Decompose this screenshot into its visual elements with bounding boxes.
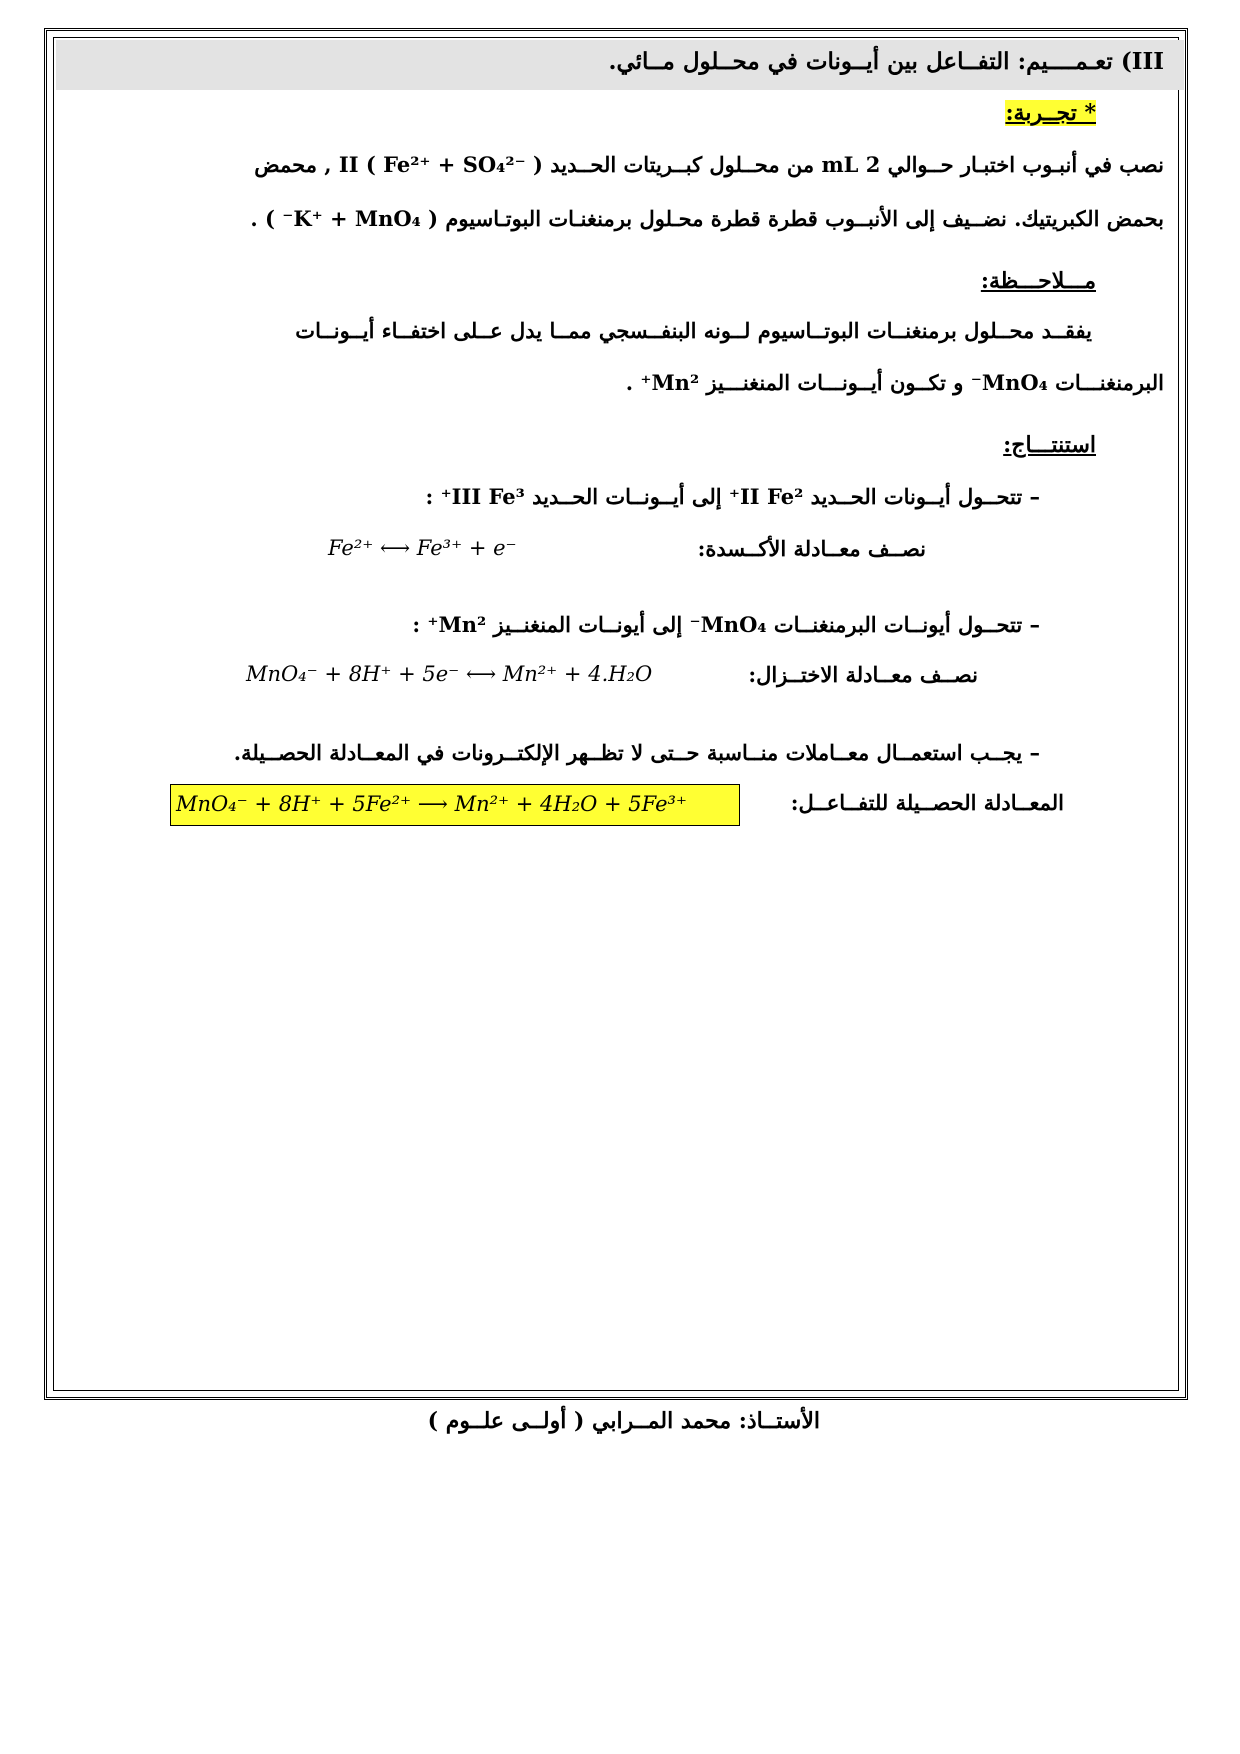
conclusion-item-1: – تتحــول أيــونات الحــديد II Fe²⁺ إلى أيــونــات الحــديد III Fe³⁺ : xyxy=(425,484,1040,509)
observation-line-1: يفقــد محــلول برمنغنــات البوتــاسيوم لــونه البنفــسجي ممــا يدل عــلى اختفــاء أيــونــات xyxy=(295,318,1092,343)
experiment-heading xyxy=(1005,100,1096,126)
oxidation-label: نصــف معــادلة الأكــسدة: xyxy=(697,536,926,561)
conclusion-heading: استنتـــاج: xyxy=(1003,432,1096,458)
conclusion-item-2: – تتحــول أيونــات البرمنغنــات MnO₄⁻ إلى أيونــات المنغنــيز Mn²⁺ : xyxy=(412,612,1040,637)
observation-heading: مـــلاحـــظة: xyxy=(980,268,1096,294)
experiment-heading-text: * تجــربة: xyxy=(1005,100,1096,126)
reduction-label: نصــف معــادلة الاختــزال: xyxy=(748,662,978,687)
oxidation-equation: Fe²⁺ ⟷ Fe³⁺ + e⁻ xyxy=(328,536,517,560)
page-frame-inner xyxy=(53,37,1179,1391)
section-label: تعـمــــيم: xyxy=(1017,48,1113,75)
section-number: III) xyxy=(1120,48,1164,75)
overall-label: المعــادلة الحصــيلة للتفــاعــل: xyxy=(790,790,1064,815)
experiment-line-2: بحمض الكبريتيك. نضــيف إلى الأنبــوب قطرة قطرة محـلول برمنغنـات البوتـاسيوم ( K⁺ + MnO₄⁻ ) . xyxy=(250,206,1164,231)
section-title-text: التفــاعل بين أيــونات في محــلول مــائي. xyxy=(608,48,1010,75)
experiment-line-1: نصب في أنبـوب اختبـار حــوالي 2 mL من محــلول كبــريتات الحــديد II ( Fe²⁺ + SO₄²⁻ ) , محمض xyxy=(254,152,1164,177)
observation-line-2: البرمنغنـــات MnO₄⁻ و تكــون أيــونـــات المنغنـــيز Mn²⁺ . xyxy=(625,370,1164,395)
page-frame xyxy=(44,28,1188,1400)
conclusion-item-3: – يجــب استعمــال معــاملات منــاسبة حــتى لا تظــهر الإلكتــرونات في المعــادلة الحصــيلة. xyxy=(233,740,1040,765)
reduction-equation: MnO₄⁻ + 8H⁺ + 5e⁻ ⟷ Mn²⁺ + 4.H₂O xyxy=(246,662,653,686)
overall-equation: MnO₄⁻ + 8H⁺ + 5Fe²⁺ ⟶ Mn²⁺ + 4H₂O + 5Fe³⁺ xyxy=(176,792,688,816)
footer-teacher: الأستــاذ: محمد المــرابي ( أولــى علــوم ) xyxy=(427,1408,820,1434)
section-title xyxy=(608,48,1164,75)
